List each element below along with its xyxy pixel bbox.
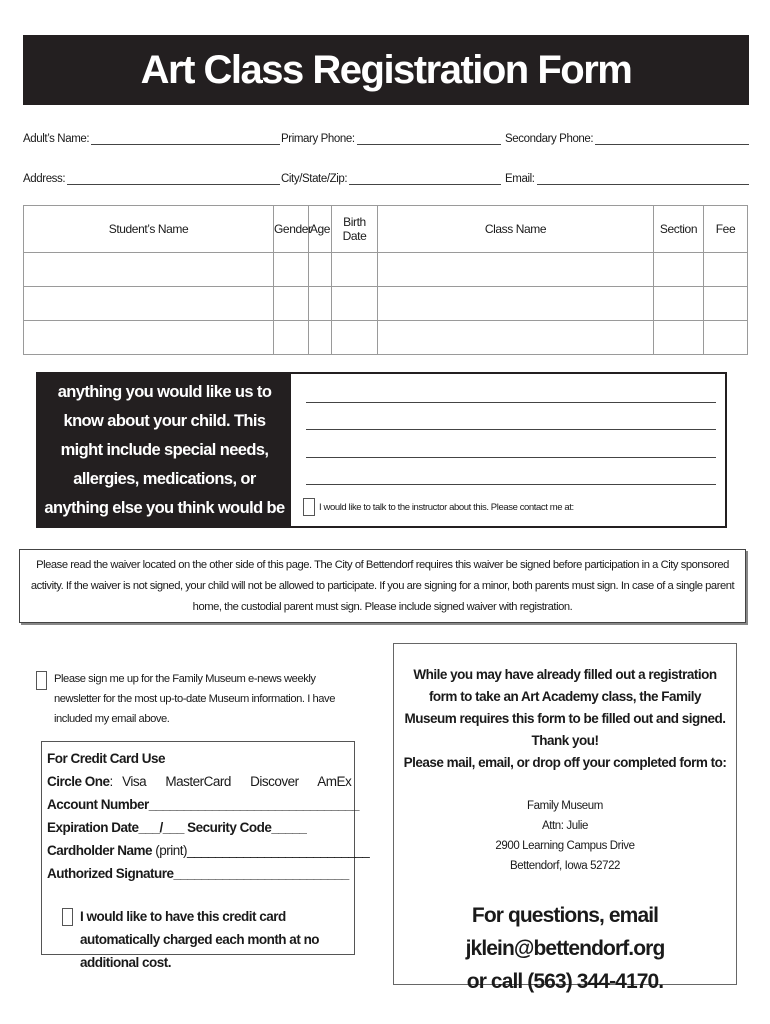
col-header-class-name: Class Name [378, 206, 654, 253]
mail-instructions-heading: Please mail, email, or drop off your completed form to: [403, 755, 727, 770]
col-header-student-name: Student’s Name [24, 206, 274, 253]
birth-date-cell[interactable] [332, 287, 378, 321]
newsletter-label: Please sign me up for the Family Museum e-news weekly newsletter for the most up-to-date Museum information. I have included my email above. [54, 673, 335, 725]
table-row [24, 287, 748, 321]
cardholder-name-line[interactable]: (print)__________________________ [152, 843, 370, 858]
age-cell[interactable] [309, 287, 332, 321]
section-cell[interactable] [654, 287, 704, 321]
questions-email-line[interactable]: For questions, email jklein@bettendorf.org [465, 904, 665, 960]
cardholder-name-field[interactable] [47, 839, 370, 862]
notes-line-3[interactable] [306, 457, 716, 458]
card-option-discover[interactable]: Discover [250, 774, 299, 789]
secondary-phone-line[interactable] [595, 132, 749, 145]
authorized-signature-field[interactable]: Authorized Signature_________________________ [47, 866, 349, 881]
address-line: Bettendorf, Iowa 52722 [509, 860, 621, 872]
adult-name-label: Adult’s Name: [23, 133, 90, 145]
form-title: Art Class Registration Form [23, 35, 749, 105]
newsletter-checkbox[interactable] [36, 671, 47, 690]
fee-cell[interactable] [704, 321, 748, 355]
adult-name-line[interactable] [91, 132, 280, 145]
contact-instructor-checkbox[interactable] [303, 498, 315, 516]
address-label: Address: [23, 173, 66, 185]
email-field[interactable] [505, 169, 749, 185]
section-cell[interactable] [654, 321, 704, 355]
birth-date-cell[interactable] [332, 321, 378, 355]
mailing-address [394, 796, 736, 876]
contact-instructor-option[interactable] [303, 498, 574, 516]
fee-cell[interactable] [704, 253, 748, 287]
waiver-text: Please read the waiver located on the other side of this page. The City of Bettendorf requires this waiver be signed before participation in a City sponsored activity. If the waiver is not signed, your child will not be allowed to participate. If you are signing for a minor, both parents must sign. In case of a single parent home, the custodial parent must sign. Please include signed waiver with registration. [30, 558, 735, 613]
contact-row-2 [23, 169, 749, 187]
address-line[interactable] [67, 172, 280, 185]
col-header-age: Age [309, 206, 332, 253]
adult-name-field[interactable] [23, 129, 280, 145]
newsletter-signup[interactable] [36, 669, 356, 729]
credit-card-heading: For Credit Card Use [47, 751, 166, 766]
fee-cell[interactable] [704, 287, 748, 321]
notes-line-4[interactable] [306, 484, 716, 485]
credit-card-box [41, 741, 370, 970]
age-cell[interactable] [309, 253, 332, 287]
class-name-cell[interactable] [378, 253, 654, 287]
special-needs-box [36, 353, 727, 546]
city-state-zip-label: City/State/Zip: [281, 173, 348, 185]
info-intro-text [394, 664, 736, 752]
notes-line-2[interactable] [306, 429, 716, 430]
section-cell[interactable] [654, 253, 704, 287]
circle-one-label: Circle One [47, 774, 110, 789]
gender-cell[interactable] [274, 287, 309, 321]
info-intro-body: While you may have already filled out a registration form to take an Art Academy class, the Family Museum requires this form to be filled out and signed. Thank you! [404, 667, 726, 748]
card-option-mastercard[interactable]: MasterCard [165, 774, 231, 789]
secondary-phone-field[interactable] [505, 129, 749, 145]
cardholder-name-label: Cardholder Name [47, 843, 153, 858]
class-name-cell[interactable] [378, 321, 654, 355]
class-name-cell[interactable] [378, 287, 654, 321]
circle-one-row [47, 770, 354, 793]
email-line[interactable] [537, 172, 749, 185]
student-table-header [24, 206, 748, 253]
contact-row-1 [23, 129, 749, 147]
col-header-gender: Gender [274, 206, 309, 253]
expiration-security-field[interactable]: Expiration Date___/___ Security Code_____ [47, 820, 307, 835]
col-header-section: Section [654, 206, 704, 253]
student-table [23, 205, 748, 355]
auto-pay-option[interactable] [62, 905, 330, 974]
primary-phone-line[interactable] [357, 132, 501, 145]
questions-contact [394, 899, 736, 998]
primary-phone-field[interactable] [281, 129, 501, 145]
table-row [24, 253, 748, 287]
address-line: 2900 Learning Campus Drive [495, 840, 635, 852]
card-option-visa[interactable]: Visa [122, 774, 147, 789]
auto-pay-checkbox[interactable] [62, 908, 73, 926]
student-name-cell[interactable] [24, 287, 274, 321]
submission-info-box [393, 643, 737, 993]
questions-phone-line[interactable]: or call (563) 344-4170. [466, 970, 664, 993]
special-needs-prompt: Please let us know if there is anything you would like us to know about your child. This might include special needs, allergies, medications, or anything else you think would be helpful. [38, 374, 291, 526]
address-field[interactable] [23, 169, 280, 185]
circle-one-colon: : [109, 774, 113, 789]
primary-phone-label: Primary Phone: [281, 133, 355, 145]
student-name-cell[interactable] [24, 253, 274, 287]
city-state-zip-line[interactable] [349, 172, 501, 185]
secondary-phone-label: Secondary Phone: [505, 133, 594, 145]
col-header-birth-date: Birth Date [332, 206, 378, 253]
waiver-notice [19, 549, 746, 623]
address-line: Family Museum [527, 800, 603, 812]
account-number-field[interactable]: Account Number______________________________ [47, 797, 359, 812]
contact-instructor-label: I would like to talk to the instructor about this. Please contact me at: [319, 501, 574, 513]
col-header-fee: Fee [704, 206, 748, 253]
address-line: Attn: Julie [541, 820, 589, 832]
notes-line-1[interactable] [306, 402, 716, 403]
birth-date-cell[interactable] [332, 253, 378, 287]
email-label: Email: [505, 173, 535, 185]
auto-pay-label: I would like to have this credit card automatically charged each month at no additional cost. [80, 909, 320, 970]
gender-cell[interactable] [274, 253, 309, 287]
age-cell[interactable] [309, 321, 332, 355]
city-state-zip-field[interactable] [281, 169, 501, 185]
card-option-amex[interactable]: AmEx [317, 774, 352, 789]
